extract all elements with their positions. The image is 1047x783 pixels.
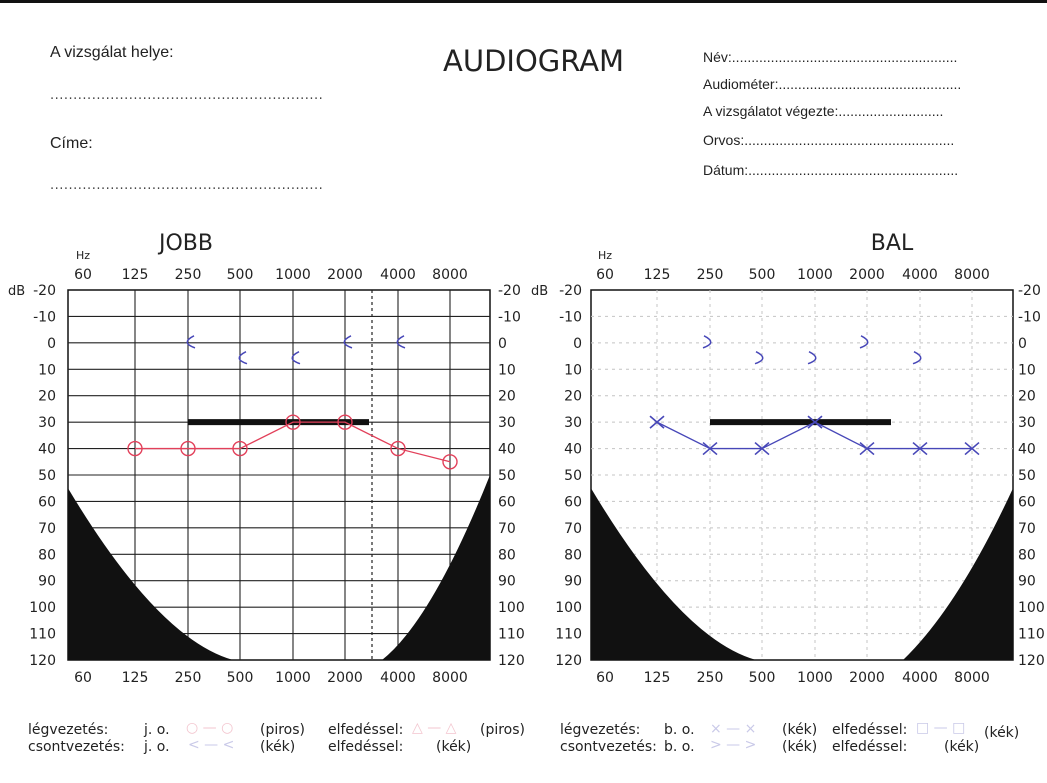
address-label: Címe:	[50, 135, 93, 152]
y-tick-label: 40	[564, 441, 582, 458]
y-tick-label: 30	[38, 415, 56, 432]
y-tick-label: 120	[555, 653, 582, 669]
y-tick-label: 110	[555, 626, 582, 643]
y-tick-label: -20	[33, 283, 56, 299]
address-dotted-line: ...........................................................	[50, 178, 324, 193]
x-tick-label-bottom: 125	[643, 670, 671, 686]
x-tick-label-bottom: 2000	[327, 670, 363, 686]
legend-color: (kék)	[436, 739, 472, 755]
legend-color: (kék)	[944, 739, 980, 755]
legend-color: (kék)	[984, 725, 1020, 741]
legend-color: (piros)	[260, 722, 306, 738]
y-tick-label: 50	[1018, 468, 1036, 484]
page-title: AUDIOGRAM	[443, 44, 625, 78]
y-tick-label: 0	[498, 335, 507, 352]
chart-title: BAL	[870, 231, 914, 256]
y-tick-label: 70	[498, 520, 516, 537]
y-tick-label: 100	[29, 600, 56, 617]
x-tick-label-top: 250	[696, 267, 724, 283]
y-tick-label: 100	[498, 600, 525, 617]
hz-axis-label: Hz	[75, 249, 91, 262]
y-tick-label: 0	[1018, 335, 1027, 352]
y-tick-label: 30	[564, 415, 582, 432]
name-field: Név:..........................................................	[703, 49, 958, 65]
x-tick-label-top: 500	[748, 267, 776, 283]
y-tick-label: 0	[47, 335, 56, 352]
examiner-field: A vizsgálatot végezte:...........................	[703, 103, 944, 119]
y-tick-label: 70	[38, 520, 56, 537]
y-tick-label: 80	[498, 547, 516, 564]
y-tick-label: 120	[498, 653, 525, 669]
x-tick-label-bottom: 500	[226, 670, 254, 686]
legend-label: csontvezetés:	[28, 739, 125, 755]
y-tick-label: 80	[38, 547, 56, 564]
x-tick-label-bottom: 2000	[849, 670, 885, 686]
y-tick-label: 80	[1018, 547, 1036, 564]
x-tick-label-top: 500	[226, 267, 254, 283]
db-axis-label: dB	[8, 284, 26, 299]
y-tick-label: 10	[38, 362, 56, 379]
y-tick-label: 60	[498, 494, 516, 511]
y-tick-label: 50	[498, 468, 516, 484]
x-tick-label-top: 250	[174, 267, 202, 283]
y-tick-label: 40	[1018, 441, 1036, 458]
y-tick-label: 110	[498, 626, 525, 643]
legend-masked-label: elfedéssel:	[832, 739, 908, 755]
y-tick-label: 10	[564, 362, 582, 379]
x-tick-label-top: 1000	[797, 267, 833, 283]
circle-symbol-icon: ○ — ○	[186, 720, 234, 736]
y-tick-label: 60	[38, 494, 56, 511]
legend-color: (kék)	[782, 739, 818, 755]
x-tick-label-top: 4000	[380, 267, 416, 283]
y-tick-label: 60	[564, 494, 582, 511]
y-tick-label: 10	[498, 362, 516, 379]
x-tick-label-bottom: 1000	[797, 670, 833, 686]
location-dotted-line: ...........................................................	[50, 88, 324, 103]
y-tick-label: -20	[1018, 283, 1041, 299]
legend-color: (kék)	[260, 739, 296, 755]
x-tick-label-bottom: 125	[121, 670, 149, 686]
x-tick-label-top: 60	[74, 267, 92, 283]
x-tick-label-bottom: 60	[596, 670, 614, 686]
y-tick-label: 40	[38, 441, 56, 458]
less-than-symbol-icon: < — <	[188, 737, 235, 753]
x-tick-label-bottom: 250	[174, 670, 202, 686]
x-tick-label-bottom: 1000	[275, 670, 311, 686]
x-tick-label-bottom: 60	[74, 670, 92, 686]
db-axis-label: dB	[531, 284, 549, 299]
y-tick-label: 110	[29, 626, 56, 643]
y-tick-label: 120	[1018, 653, 1045, 669]
triangle-symbol-icon: △ — △	[412, 720, 457, 736]
y-tick-label: 20	[1018, 388, 1036, 405]
y-tick-label: -10	[498, 309, 521, 326]
square-symbol-icon: □ — □	[916, 720, 966, 736]
y-tick-label: 90	[38, 573, 56, 590]
doctor-field: Orvos:......................................................	[703, 132, 955, 148]
x-tick-label-top: 125	[121, 267, 149, 283]
hz-axis-label: Hz	[597, 249, 613, 262]
x-symbol-icon: × — ×	[710, 721, 757, 737]
y-tick-label: 30	[498, 415, 516, 432]
y-tick-label: 0	[573, 335, 582, 352]
legend-ear: b. o.	[664, 739, 695, 755]
chart-title: JOBB	[159, 231, 213, 256]
out-of-range-region-left	[591, 488, 756, 660]
x-tick-label-bottom: 8000	[432, 670, 468, 686]
x-tick-label-bottom: 4000	[380, 670, 416, 686]
y-tick-label: 50	[564, 468, 582, 484]
y-tick-label: 10	[1018, 362, 1036, 379]
legend-masked-label: elfedéssel:	[328, 722, 404, 738]
x-tick-label-top: 1000	[275, 267, 311, 283]
y-tick-label: 90	[564, 573, 582, 590]
y-tick-label: 70	[564, 520, 582, 537]
x-tick-label-top: 125	[643, 267, 671, 283]
y-tick-label: 80	[564, 547, 582, 564]
y-tick-label: 60	[1018, 494, 1036, 511]
legend-ear: j. o.	[144, 722, 170, 738]
y-tick-label: 20	[498, 388, 516, 405]
y-tick-label: 110	[1018, 626, 1045, 643]
x-tick-label-bottom: 250	[696, 670, 724, 686]
legend-masked-label: elfedéssel:	[328, 739, 404, 755]
x-tick-label-bottom: 500	[748, 670, 776, 686]
legend-label: csontvezetés:	[560, 739, 657, 755]
y-tick-label: 50	[38, 468, 56, 484]
y-tick-label: 90	[1018, 573, 1036, 590]
x-tick-label-top: 2000	[327, 267, 363, 283]
y-tick-label: 40	[498, 441, 516, 458]
legend-color: (piros)	[480, 722, 526, 738]
audiometer-field: Audiométer:...............................................	[703, 76, 962, 92]
x-tick-label-bottom: 8000	[954, 670, 990, 686]
out-of-range-region-left	[68, 488, 233, 660]
y-tick-label: -20	[498, 283, 521, 299]
y-tick-label: -10	[33, 309, 56, 326]
y-tick-label: 90	[498, 573, 516, 590]
x-tick-label-top: 8000	[432, 267, 468, 283]
x-tick-label-bottom: 4000	[902, 670, 938, 686]
legend-color: (kék)	[782, 722, 818, 738]
y-tick-label: 20	[38, 388, 56, 405]
y-tick-label: 20	[564, 388, 582, 405]
y-tick-label: -10	[1018, 309, 1041, 326]
y-tick-label: 30	[1018, 415, 1036, 432]
legend-label: légvezetés:	[28, 722, 109, 738]
legend-ear: b. o.	[664, 722, 695, 738]
y-tick-label: -10	[559, 309, 582, 326]
y-tick-label: 70	[1018, 520, 1036, 537]
x-tick-label-top: 4000	[902, 267, 938, 283]
x-tick-label-top: 8000	[954, 267, 990, 283]
x-tick-label-top: 60	[596, 267, 614, 283]
legend-masked-label: elfedéssel:	[832, 722, 908, 738]
y-tick-label: 120	[29, 653, 56, 669]
y-tick-label: 100	[555, 600, 582, 617]
date-field: Dátum:......................................................	[703, 162, 959, 178]
legend-label: légvezetés:	[560, 722, 641, 738]
location-label: A vizsgálat helye:	[50, 44, 174, 61]
x-tick-label-top: 2000	[849, 267, 885, 283]
greater-than-symbol-icon: > — >	[710, 737, 757, 753]
y-tick-label: 100	[1018, 600, 1045, 617]
y-tick-label: -20	[559, 283, 582, 299]
legend-ear: j. o.	[144, 739, 170, 755]
